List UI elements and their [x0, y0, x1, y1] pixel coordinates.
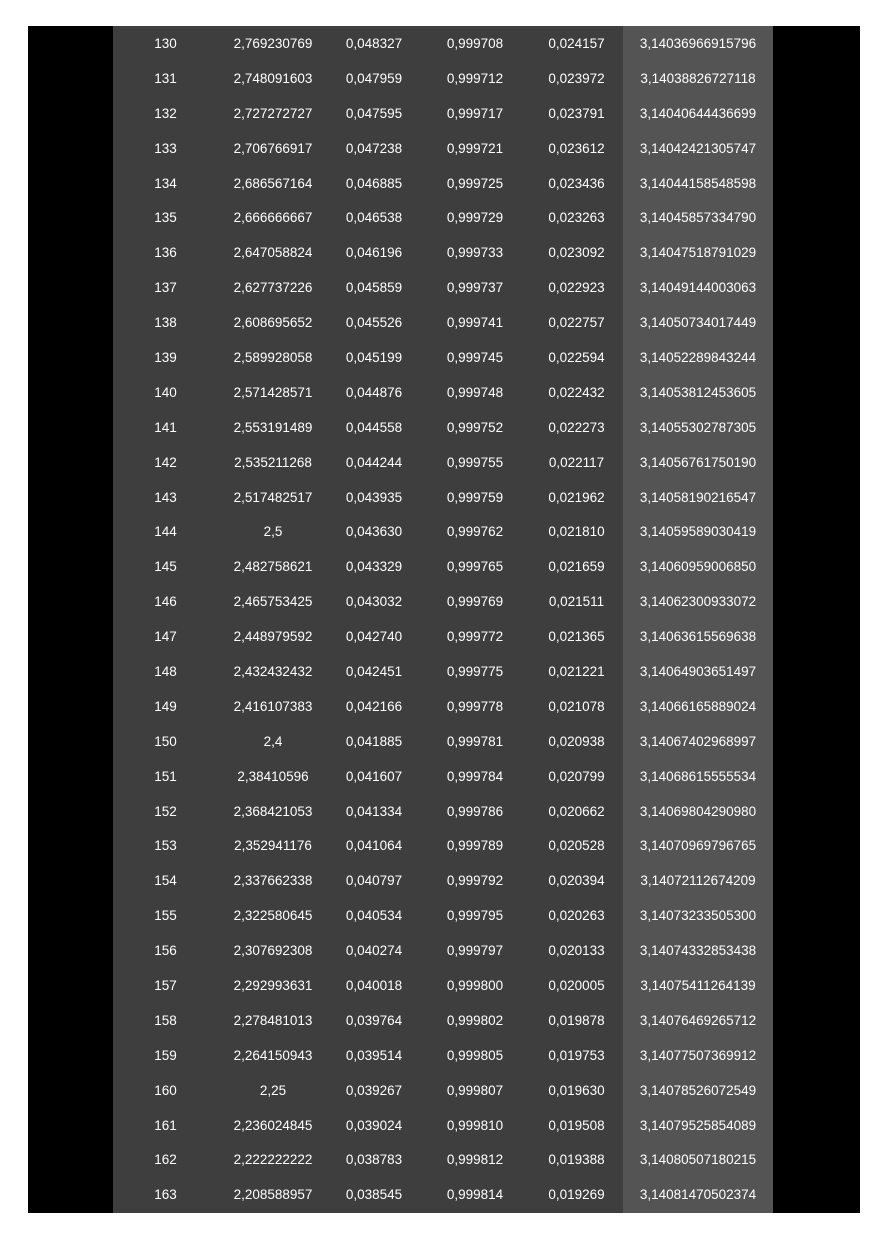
- index-cell: 145: [154, 559, 177, 575]
- value-d-cell: 0,020528: [548, 838, 605, 854]
- pi-approx-cell: 3,14076469265712: [639, 1012, 757, 1028]
- value-b-cell: 0,039267: [345, 1082, 403, 1098]
- pi-approx-cell: 3,14053812453605: [639, 384, 757, 400]
- value-d-cell: 0,023263: [548, 210, 605, 226]
- index-cell: 163: [154, 1187, 177, 1203]
- value-c-cell: 0,999759: [446, 489, 504, 505]
- table-row: [113, 1177, 773, 1212]
- value-c-cell: 0,999810: [446, 1117, 504, 1133]
- pi-approx-cell: 3,14063615569638: [639, 629, 757, 645]
- value-d-cell: 0,020394: [548, 873, 605, 889]
- value-b-cell: 0,047959: [345, 70, 403, 86]
- value-c-cell: 0,999784: [446, 768, 504, 784]
- pi-approx-cell: 3,14080507180215: [639, 1152, 757, 1168]
- index-cell: 143: [154, 489, 177, 505]
- value-a-cell: 2,222222222: [233, 1152, 313, 1168]
- index-cell: 151: [154, 768, 177, 784]
- value-c-cell: 0,999717: [446, 105, 504, 121]
- table-row: [113, 759, 773, 794]
- index-cell: 139: [154, 349, 177, 365]
- pi-approx-cell: 3,14078526072549: [639, 1082, 757, 1098]
- pi-approx-cell: 3,14066165889024: [639, 698, 757, 714]
- pi-approx-cell: 3,14073233505300: [639, 908, 757, 924]
- table-row: [113, 410, 773, 445]
- value-a-cell: 2,432432432: [233, 663, 313, 679]
- value-a-cell: 2,25: [259, 1082, 287, 1098]
- value-c-cell: 0,999778: [446, 698, 504, 714]
- pi-approx-cell: 3,14042421305747: [639, 140, 757, 156]
- value-b-cell: 0,041334: [345, 803, 403, 819]
- value-d-cell: 0,021511: [548, 594, 605, 610]
- value-d-cell: 0,020133: [548, 943, 605, 959]
- value-b-cell: 0,044558: [345, 419, 403, 435]
- value-a-cell: 2,666666667: [233, 210, 313, 226]
- value-d-cell: 0,023791: [548, 105, 605, 121]
- table-row: [113, 270, 773, 305]
- value-d-cell: 0,019753: [548, 1047, 605, 1063]
- pi-approx-cell: 3,14067402968997: [639, 733, 757, 749]
- value-b-cell: 0,041607: [345, 768, 403, 784]
- value-d-cell: 0,022594: [548, 349, 605, 365]
- value-d-cell: 0,023436: [548, 175, 605, 191]
- pi-approx-cell: 3,14070969796765: [639, 838, 757, 854]
- data-table: [113, 26, 773, 1212]
- value-b-cell: 0,043630: [345, 524, 403, 540]
- index-cell: 141: [154, 419, 177, 435]
- value-c-cell: 0,999769: [446, 594, 504, 610]
- index-cell: 133: [154, 140, 177, 156]
- value-c-cell: 0,999772: [446, 629, 504, 645]
- value-b-cell: 0,046538: [345, 210, 403, 226]
- value-a-cell: 2,337662338: [233, 873, 313, 889]
- pi-approx-cell: 3,14077507369912: [639, 1047, 757, 1063]
- table-panel: [113, 26, 773, 1213]
- index-cell: 155: [154, 908, 177, 924]
- value-b-cell: 0,038783: [345, 1152, 403, 1168]
- index-cell: 153: [154, 838, 177, 854]
- table-row: [113, 1003, 773, 1038]
- value-c-cell: 0,999786: [446, 803, 504, 819]
- value-a-cell: 2,647058824: [233, 245, 313, 261]
- pi-approx-cell: 3,14069804290980: [639, 803, 757, 819]
- index-cell: 130: [154, 35, 177, 51]
- pi-approx-cell: 3,14055302787305: [639, 419, 757, 435]
- value-b-cell: 0,040534: [345, 908, 403, 924]
- index-cell: 156: [154, 943, 177, 959]
- value-d-cell: 0,021365: [548, 629, 605, 645]
- value-a-cell: 2,264150943: [233, 1047, 313, 1063]
- value-d-cell: 0,022923: [548, 280, 605, 296]
- table-row: [113, 375, 773, 410]
- value-c-cell: 0,999708: [446, 35, 504, 51]
- value-a-cell: 2,482758621: [233, 559, 313, 575]
- table-row: [113, 200, 773, 235]
- pi-approx-cell: 3,14058190216547: [639, 489, 757, 505]
- value-d-cell: 0,020263: [548, 908, 605, 924]
- table-row: [113, 654, 773, 689]
- value-b-cell: 0,042451: [345, 663, 403, 679]
- value-c-cell: 0,999725: [446, 175, 504, 191]
- value-b-cell: 0,040018: [345, 977, 403, 993]
- value-a-cell: 2,278481013: [233, 1012, 313, 1028]
- pi-approx-cell: 3,14059589030419: [639, 524, 757, 540]
- table-row: [113, 724, 773, 759]
- pi-approx-cell: 3,14075411264139: [640, 977, 756, 993]
- value-a-cell: 2,307692308: [233, 943, 313, 959]
- index-cell: 132: [154, 105, 177, 121]
- pi-approx-cell: 3,14062300933072: [639, 594, 757, 610]
- value-d-cell: 0,022117: [548, 454, 605, 470]
- value-c-cell: 0,999802: [446, 1012, 504, 1028]
- pi-approx-cell: 3,14038826727118: [640, 70, 756, 86]
- value-c-cell: 0,999812: [446, 1152, 504, 1168]
- pi-approx-cell: 3,14056761750190: [639, 454, 757, 470]
- value-b-cell: 0,039024: [345, 1117, 403, 1133]
- value-a-cell: 2,416107383: [233, 698, 313, 714]
- value-b-cell: 0,039514: [345, 1047, 403, 1063]
- table-row: [113, 1143, 773, 1178]
- value-c-cell: 0,999721: [446, 140, 504, 156]
- value-b-cell: 0,038545: [345, 1187, 403, 1203]
- value-c-cell: 0,999748: [446, 384, 504, 400]
- table-row: [113, 61, 773, 96]
- value-c-cell: 0,999814: [446, 1187, 504, 1203]
- table-row: [113, 863, 773, 898]
- index-cell: 149: [154, 698, 177, 714]
- value-b-cell: 0,043935: [345, 489, 403, 505]
- table-row: [113, 96, 773, 131]
- value-a-cell: 2,465753425: [233, 594, 313, 610]
- value-b-cell: 0,040274: [345, 943, 403, 959]
- value-b-cell: 0,043329: [345, 559, 403, 575]
- value-d-cell: 0,019508: [548, 1117, 605, 1133]
- value-a-cell: 2,748091603: [233, 70, 313, 86]
- index-cell: 150: [154, 733, 177, 749]
- index-cell: 138: [154, 315, 177, 331]
- value-b-cell: 0,048327: [345, 35, 403, 51]
- table-row: [113, 968, 773, 1003]
- index-cell: 159: [154, 1047, 177, 1063]
- value-a-cell: 2,322580645: [233, 908, 313, 924]
- value-d-cell: 0,022757: [548, 315, 605, 331]
- value-c-cell: 0,999797: [446, 943, 504, 959]
- table-row: [113, 340, 773, 375]
- table-row: [113, 898, 773, 933]
- value-b-cell: 0,047595: [345, 105, 403, 121]
- value-b-cell: 0,046885: [345, 175, 403, 191]
- value-c-cell: 0,999729: [446, 210, 504, 226]
- value-a-cell: 2,686567164: [233, 175, 313, 191]
- value-a-cell: 2,589928058: [233, 349, 313, 365]
- value-a-cell: 2,448979592: [233, 629, 313, 645]
- value-d-cell: 0,020799: [548, 768, 605, 784]
- value-c-cell: 0,999733: [446, 245, 504, 261]
- value-c-cell: 0,999745: [446, 349, 504, 365]
- value-d-cell: 0,022273: [548, 419, 605, 435]
- value-a-cell: 2,4: [263, 733, 283, 749]
- table-row: [113, 305, 773, 340]
- table-row: [113, 131, 773, 166]
- value-a-cell: 2,5: [263, 524, 283, 540]
- table-row: [113, 689, 773, 724]
- value-c-cell: 0,999807: [446, 1082, 504, 1098]
- pi-approx-cell: 3,14044158548598: [639, 175, 757, 191]
- value-c-cell: 0,999781: [446, 733, 504, 749]
- value-c-cell: 0,999800: [446, 977, 504, 993]
- index-cell: 136: [154, 245, 177, 261]
- table-row: [113, 619, 773, 654]
- value-d-cell: 0,019388: [548, 1152, 605, 1168]
- index-cell: 131: [154, 70, 177, 86]
- table-row: [113, 480, 773, 515]
- index-cell: 134: [154, 175, 177, 191]
- value-d-cell: 0,023092: [548, 245, 605, 261]
- table-row: [113, 445, 773, 480]
- value-a-cell: 2,571428571: [233, 384, 313, 400]
- value-c-cell: 0,999741: [446, 315, 504, 331]
- value-d-cell: 0,021659: [548, 559, 605, 575]
- value-b-cell: 0,043032: [345, 594, 403, 610]
- dark-sheet: [28, 26, 860, 1213]
- value-a-cell: 2,608695652: [233, 315, 313, 331]
- value-c-cell: 0,999775: [446, 663, 504, 679]
- value-d-cell: 0,024157: [548, 35, 605, 51]
- value-c-cell: 0,999752: [446, 419, 504, 435]
- pi-approx-cell: 3,14047518791029: [639, 245, 757, 261]
- table-row: [113, 584, 773, 619]
- table-row: [113, 235, 773, 270]
- value-a-cell: 2,352941176: [234, 838, 312, 854]
- index-cell: 160: [154, 1082, 177, 1098]
- table-row: [113, 794, 773, 829]
- value-a-cell: 2,517482517: [233, 489, 313, 505]
- table-row: [113, 549, 773, 584]
- value-b-cell: 0,046196: [345, 245, 403, 261]
- value-b-cell: 0,044244: [345, 454, 403, 470]
- table-row: [113, 1073, 773, 1108]
- value-b-cell: 0,042740: [345, 629, 403, 645]
- index-cell: 162: [154, 1152, 177, 1168]
- value-a-cell: 2,535211268: [234, 454, 312, 470]
- index-cell: 137: [154, 280, 177, 296]
- value-a-cell: 2,208588957: [233, 1187, 313, 1203]
- pi-approx-cell: 3,14036966915796: [639, 35, 757, 51]
- value-d-cell: 0,019269: [548, 1187, 605, 1203]
- pi-approx-cell: 3,14079525854089: [639, 1117, 757, 1133]
- value-a-cell: 2,368421053: [233, 803, 313, 819]
- value-d-cell: 0,019878: [548, 1012, 605, 1028]
- value-c-cell: 0,999765: [446, 559, 504, 575]
- pi-approx-cell: 3,14064903651497: [639, 663, 757, 679]
- index-cell: 135: [154, 210, 177, 226]
- table-row: [113, 933, 773, 968]
- table-body: [113, 26, 773, 1212]
- value-a-cell: 2,727272727: [233, 105, 313, 121]
- table-row: [113, 514, 773, 549]
- pi-approx-cell: 3,14049144003063: [639, 280, 757, 296]
- value-c-cell: 0,999792: [446, 873, 504, 889]
- value-c-cell: 0,999762: [446, 524, 504, 540]
- table-row: [113, 1108, 773, 1143]
- table-row: [113, 26, 773, 61]
- index-cell: 161: [154, 1117, 177, 1133]
- value-a-cell: 2,627737226: [233, 280, 313, 296]
- value-d-cell: 0,021221: [548, 663, 605, 679]
- index-cell: 157: [154, 977, 177, 993]
- value-d-cell: 0,021810: [548, 524, 605, 540]
- value-d-cell: 0,020662: [548, 803, 605, 819]
- value-a-cell: 2,769230769: [233, 35, 313, 51]
- value-a-cell: 2,553191489: [233, 419, 313, 435]
- pi-approx-cell: 3,14040644436699: [639, 105, 757, 121]
- index-cell: 142: [154, 454, 177, 470]
- pi-approx-cell: 3,14060959006850: [639, 559, 757, 575]
- value-a-cell: 2,236024845: [233, 1117, 313, 1133]
- index-cell: 144: [154, 524, 177, 540]
- pi-approx-cell: 3,14068615555534: [639, 768, 757, 784]
- value-d-cell: 0,020938: [548, 733, 605, 749]
- value-b-cell: 0,041064: [345, 838, 403, 854]
- value-a-cell: 2,38410596: [237, 768, 309, 784]
- table-row: [113, 1038, 773, 1073]
- index-cell: 148: [154, 663, 177, 679]
- pi-approx-cell: 3,14045857334790: [639, 210, 757, 226]
- value-d-cell: 0,023612: [548, 140, 605, 156]
- value-d-cell: 0,019630: [548, 1082, 605, 1098]
- value-c-cell: 0,999805: [446, 1047, 504, 1063]
- index-cell: 154: [154, 873, 177, 889]
- value-c-cell: 0,999755: [446, 454, 504, 470]
- value-b-cell: 0,047238: [345, 140, 403, 156]
- value-b-cell: 0,039764: [345, 1012, 403, 1028]
- value-d-cell: 0,020005: [548, 977, 605, 993]
- pi-approx-cell: 3,14081470502374: [639, 1187, 757, 1203]
- value-b-cell: 0,042166: [345, 698, 403, 714]
- value-c-cell: 0,999789: [446, 838, 504, 854]
- value-d-cell: 0,022432: [548, 384, 605, 400]
- value-b-cell: 0,045859: [345, 280, 403, 296]
- value-d-cell: 0,021078: [548, 698, 605, 714]
- pi-approx-cell: 3,14074332853438: [639, 943, 757, 959]
- index-cell: 140: [154, 384, 177, 400]
- value-d-cell: 0,023972: [548, 70, 605, 86]
- index-cell: 158: [154, 1012, 177, 1028]
- index-cell: 152: [154, 803, 177, 819]
- value-d-cell: 0,021962: [548, 489, 605, 505]
- value-a-cell: 2,706766917: [233, 140, 313, 156]
- pi-approx-cell: 3,14072112674209: [640, 873, 756, 889]
- value-b-cell: 0,044876: [345, 384, 403, 400]
- value-b-cell: 0,040797: [345, 873, 403, 889]
- value-b-cell: 0,045199: [345, 349, 403, 365]
- table-row: [113, 166, 773, 201]
- table-row: [113, 828, 773, 863]
- index-cell: 147: [154, 629, 177, 645]
- value-b-cell: 0,041885: [345, 733, 403, 749]
- value-b-cell: 0,045526: [345, 315, 403, 331]
- value-a-cell: 2,292993631: [233, 977, 313, 993]
- value-c-cell: 0,999737: [446, 280, 504, 296]
- value-c-cell: 0,999712: [446, 70, 504, 86]
- index-cell: 146: [154, 594, 177, 610]
- pi-approx-cell: 3,14050734017449: [639, 315, 757, 331]
- value-c-cell: 0,999795: [446, 908, 504, 924]
- pi-approx-cell: 3,14052289843244: [639, 349, 757, 365]
